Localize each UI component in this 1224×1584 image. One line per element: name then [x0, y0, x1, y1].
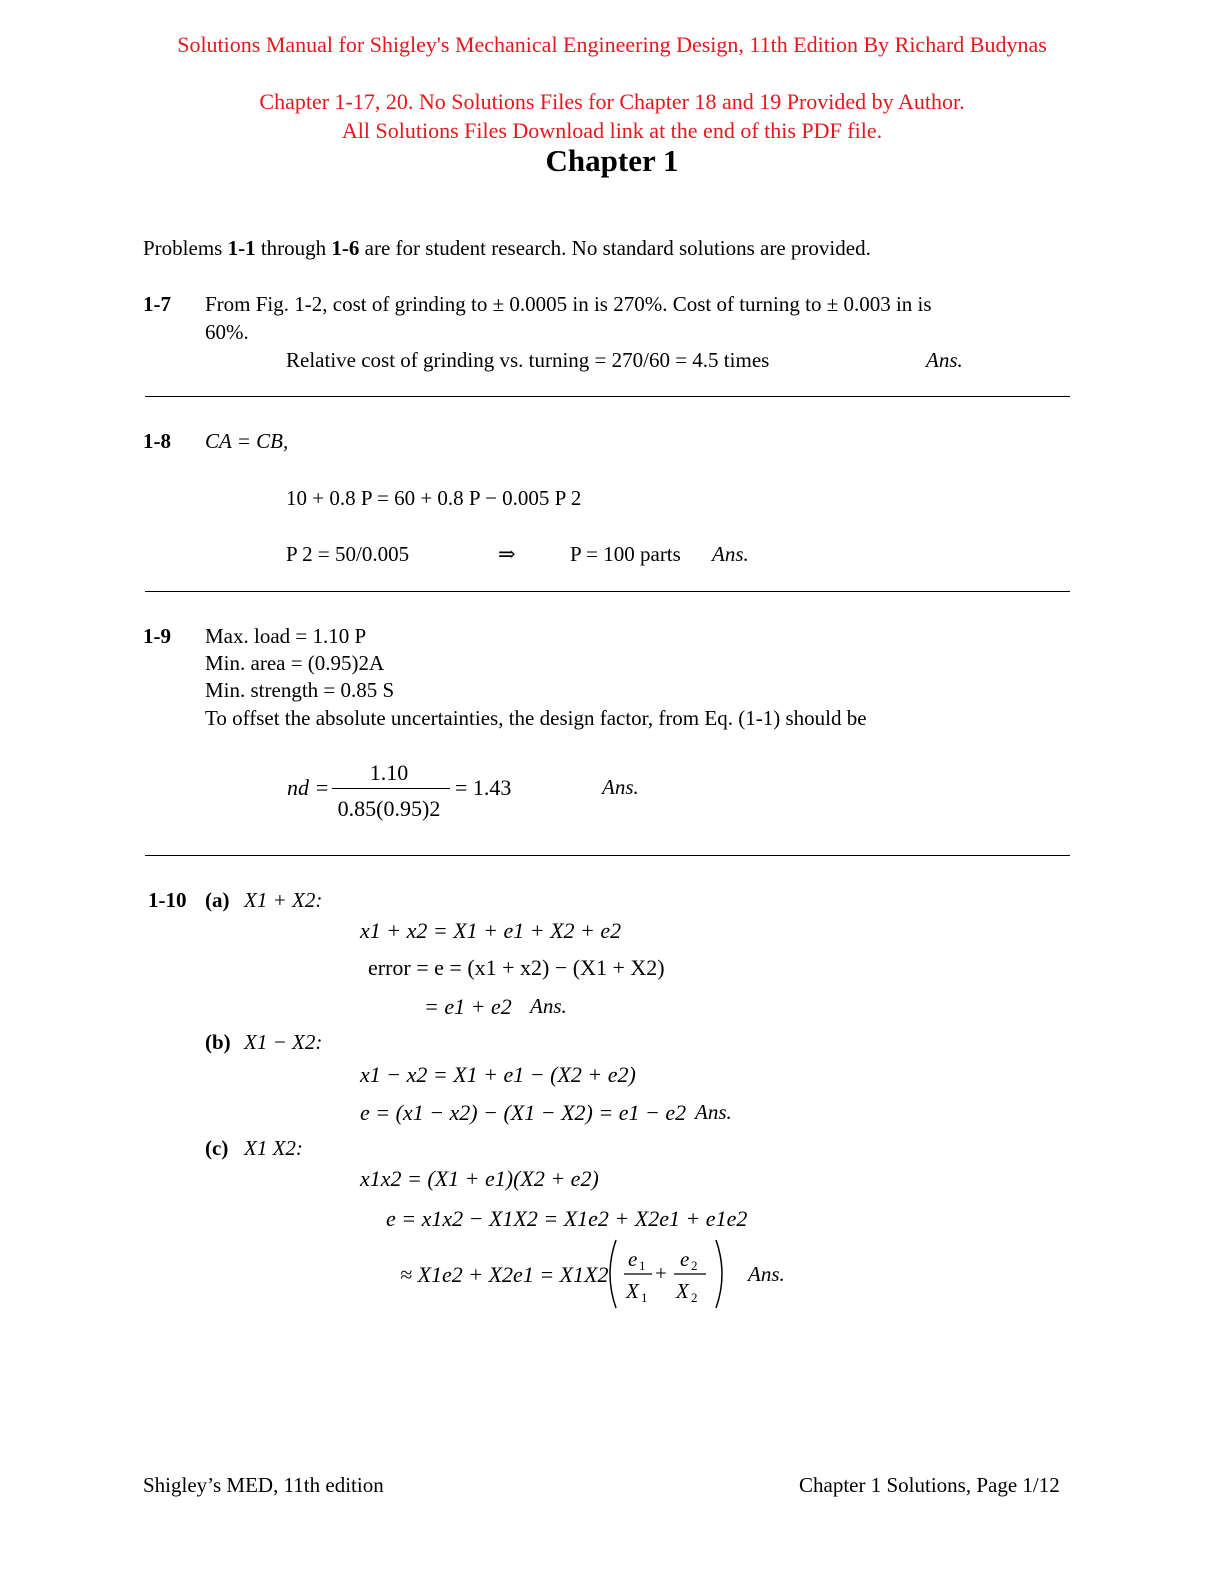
problem-1-9-min-area: Min. area = (0.95)2A — [205, 651, 385, 675]
divider — [145, 591, 1070, 592]
header-download-note: All Solutions Files Download link at the end of this PDF file. — [341, 118, 883, 143]
footer-page-number: Chapter 1 Solutions, Page 1/12 — [799, 1473, 1060, 1497]
chapter-title: Chapter 1 — [545, 143, 679, 178]
design-factor-result: = 1.43 — [455, 775, 512, 800]
implies-arrow: ⇒ — [498, 542, 516, 566]
part-c-heading: X1 X2: — [244, 1136, 303, 1160]
part-c-equation-2: e = x1x2 − X1X2 = X1e2 + X2e1 + e1e2 — [386, 1206, 748, 1231]
part-b-equation-2: e = (x1 − x2) − (X1 − X2) = e1 − e2 — [360, 1100, 687, 1125]
intro-paragraph: Problems 1-1 through 1-6 are for student research. No standard solutions are provided. — [143, 236, 871, 260]
part-a-equation-2: error = e = (x1 + x2) − (X1 + X2) — [368, 955, 665, 980]
part-b-equation-1: x1 − x2 = X1 + e1 − (X2 + e2) — [360, 1062, 636, 1087]
problem-1-7-text-line2: 60%. — [205, 320, 249, 344]
problem-number-1-7: 1-7 — [143, 292, 171, 316]
part-a-label: (a) — [205, 888, 230, 912]
divider — [145, 396, 1070, 397]
svg-text:X: X — [626, 1279, 639, 1303]
design-factor-numerator: 1.10 — [369, 760, 409, 785]
problem-1-8-result: P = 100 parts — [570, 542, 681, 566]
problem-number-1-10: 1-10 — [148, 888, 187, 912]
relative-error-fraction-sum — [604, 1236, 728, 1312]
svg-text:X: X — [676, 1279, 689, 1303]
problem-1-8-p-squared: P 2 = 50/0.005 — [286, 542, 410, 566]
problem-number-1-8: 1-8 — [143, 429, 171, 453]
footer-book-title: Shigley’s MED, 11th edition — [143, 1473, 384, 1497]
design-factor-lhs: nd = — [287, 775, 330, 800]
svg-text:2: 2 — [691, 1258, 698, 1273]
header-title: Solutions Manual for Shigley's Mechanical Engineering Design, 11th Edition By Richard Budynas — [177, 32, 1047, 57]
fraction-bar — [332, 788, 450, 789]
divider — [145, 855, 1070, 856]
part-c-equation-3: ≈ X1e2 + X2e1 = X1X2 — [400, 1262, 609, 1287]
problem-1-9-max-load: Max. load = 1.10 P — [205, 624, 367, 648]
problem-1-7-ans: Ans. — [926, 348, 963, 372]
problem-1-9-explanation: To offset the absolute uncertainties, the design factor, from Eq. (1-1) should be — [205, 706, 867, 730]
part-a-ans: Ans. — [530, 994, 567, 1018]
problem-1-9-min-strength: Min. strength = 0.85 S — [205, 678, 395, 702]
header-chapters-note: Chapter 1-17, 20. No Solutions Files for Chapter 18 and 19 Provided by Author. — [259, 89, 965, 114]
problem-1-8-ans: Ans. — [712, 542, 749, 566]
svg-text:e: e — [628, 1247, 638, 1271]
part-b-heading: X1 − X2: — [244, 1030, 323, 1054]
part-a-equation-3: = e1 + e2 — [424, 994, 512, 1019]
part-a-heading: X1 + X2: — [244, 888, 323, 912]
part-c-ans: Ans. — [748, 1262, 785, 1286]
problem-1-8-equation: 10 + 0.8 P = 60 + 0.8 P − 0.005 P 2 — [286, 486, 582, 510]
svg-text:e: e — [680, 1247, 690, 1271]
problem-1-9-ans: Ans. — [602, 775, 639, 799]
problem-number-1-9: 1-9 — [143, 624, 171, 648]
svg-text:2: 2 — [691, 1290, 698, 1305]
problem-1-7-result: Relative cost of grinding vs. turning = 270/60 = 4.5 times — [286, 348, 770, 372]
svg-text:1: 1 — [641, 1290, 648, 1305]
part-a-equation-1: x1 + x2 = X1 + e1 + X2 + e2 — [360, 918, 622, 943]
problem-1-8-condition: CA = CB, — [205, 429, 289, 453]
svg-text:1: 1 — [639, 1258, 646, 1273]
part-b-ans: Ans. — [695, 1100, 732, 1124]
design-factor-denominator: 0.85(0.95)2 — [337, 796, 441, 821]
part-c-equation-1: x1x2 = (X1 + e1)(X2 + e2) — [360, 1166, 599, 1191]
problem-1-7-text-line1: From Fig. 1-2, cost of grinding to ± 0.0005 in is 270%. Cost of turning to ± 0.003 in is — [205, 292, 932, 316]
part-b-label: (b) — [205, 1030, 231, 1054]
part-c-label: (c) — [205, 1136, 229, 1160]
svg-text:+: + — [655, 1261, 667, 1285]
